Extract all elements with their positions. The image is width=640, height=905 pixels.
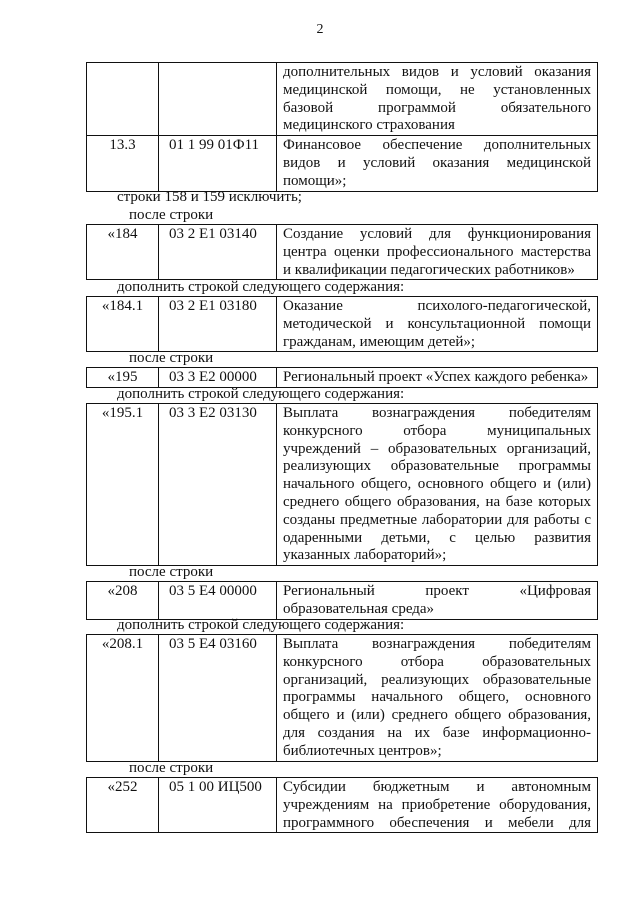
table-row xyxy=(87,635,597,761)
description-line: среднего общего образования, на базе которых xyxy=(283,493,591,510)
amendment-table xyxy=(86,777,598,833)
description-line: Оказание психолого-педагогической, xyxy=(283,298,591,314)
description-cell xyxy=(277,404,597,565)
code-cell: 03 5 Е4 03160 xyxy=(159,635,277,761)
description-line: начального общего, основного общего и (или) xyxy=(283,476,591,493)
description-cell xyxy=(277,297,597,351)
description-cell xyxy=(277,778,597,832)
description-line: Создание условий для функционирования xyxy=(283,226,591,242)
description-cell xyxy=(277,63,597,135)
description-cell xyxy=(277,582,597,619)
description-line: гражданам, имеющим детей»; xyxy=(283,333,476,350)
description-line: Выплата вознаграждения победителям xyxy=(283,636,591,652)
description-line: конкурсного отбора образовательных xyxy=(283,653,591,670)
row-number-cell: «184.1 xyxy=(87,297,159,351)
amendment-table xyxy=(86,224,598,280)
description-line: программы начального общего, основного xyxy=(283,689,591,706)
description-line: центра оценки профессионального мастерства xyxy=(283,243,591,260)
table-row xyxy=(87,63,597,135)
row-number-cell: «208.1 xyxy=(87,635,159,761)
description-line: программного обеспечения и мебели для xyxy=(283,814,591,831)
code-cell: 03 3 Е2 03130 xyxy=(159,404,277,565)
description-cell xyxy=(277,225,597,279)
row-number-cell: «195 xyxy=(87,368,159,387)
instruction-text: после строки xyxy=(129,760,214,776)
description-line: общего и (или) среднего общего образования, xyxy=(283,707,591,724)
description-line: учреждениям на приобретение оборудования, xyxy=(283,796,591,813)
row-number-cell: «208 xyxy=(87,582,159,619)
row-number-cell: 13.3 xyxy=(87,136,159,190)
code-cell: 05 1 00 ИЦ500 xyxy=(159,778,277,832)
page-number: 2 xyxy=(316,22,324,37)
amendment-table xyxy=(86,581,598,620)
code-cell: 03 2 Е1 03140 xyxy=(159,225,277,279)
table-row xyxy=(87,297,597,351)
description-line: библиотечных центров»; xyxy=(283,742,442,759)
instruction-text: после строки xyxy=(129,207,214,223)
instruction-text: строки 158 и 159 исключить; xyxy=(117,189,302,205)
code-cell: 01 1 99 01Ф11 xyxy=(159,136,277,190)
description-line: для создания на их базе информационно- xyxy=(283,724,591,741)
description-line: помощи»; xyxy=(283,172,347,189)
description-line: организаций, реализующих образовательные xyxy=(283,671,591,688)
amendment-table xyxy=(86,296,598,352)
row-number-cell: «195.1 xyxy=(87,404,159,565)
amendment-table xyxy=(86,62,598,192)
row-number-cell: «252 xyxy=(87,778,159,832)
row-number-cell: «184 xyxy=(87,225,159,279)
description-line: созданы предметные лаборатории для работы с xyxy=(283,511,591,528)
description-line: образовательная среда» xyxy=(283,600,435,617)
description-line: указанных лабораторий»; xyxy=(283,547,447,564)
description-line: медицинской помощи, не установленных xyxy=(283,81,591,98)
description-line: медицинского страхования xyxy=(283,117,455,134)
instruction-text: дополнить строкой следующего содержания: xyxy=(117,617,405,633)
description-line: видов и условий оказания медицинской xyxy=(283,154,591,171)
amendment-table xyxy=(86,403,598,566)
instruction-text: после строки xyxy=(129,350,214,366)
description-line: Региональный проект «Успех каждого ребенка» xyxy=(283,369,589,385)
instruction-text: дополнить строкой следующего содержания: xyxy=(117,279,405,295)
code-cell xyxy=(159,63,277,135)
description-line: Региональный проект «Цифровая xyxy=(283,583,591,599)
table-row xyxy=(87,404,597,565)
description-cell xyxy=(277,635,597,761)
table-row xyxy=(87,582,597,619)
description-line: учреждений – образовательных организаций, xyxy=(283,440,591,457)
amendment-table xyxy=(86,634,598,762)
table-row xyxy=(87,135,597,190)
description-line: базовой программой обязательного xyxy=(283,99,591,116)
description-line: методической и консультационной помощи xyxy=(283,315,591,332)
instruction-text: после строки xyxy=(129,564,214,580)
table-row xyxy=(87,225,597,279)
instruction-text: дополнить строкой следующего содержания: xyxy=(117,386,405,402)
description-line: реализующих образовательные программы xyxy=(283,458,591,475)
table-row xyxy=(87,778,597,832)
description-line: одаренными детьми, с целью развития xyxy=(283,529,591,546)
table-row xyxy=(87,368,597,387)
description-line: дополнительных видов и условий оказания xyxy=(283,64,591,80)
description-line: Выплата вознаграждения победителям xyxy=(283,405,591,421)
description-cell xyxy=(277,136,597,190)
description-line: Финансовое обеспечение дополнительных xyxy=(283,137,591,154)
description-cell xyxy=(277,368,597,387)
code-cell: 03 3 Е2 00000 xyxy=(159,368,277,387)
description-line: Субсидии бюджетным и автономным xyxy=(283,779,591,795)
row-number-cell xyxy=(87,63,159,135)
code-cell: 03 2 Е1 03180 xyxy=(159,297,277,351)
code-cell: 03 5 Е4 00000 xyxy=(159,582,277,619)
description-line: конкурсного отбора муниципальных xyxy=(283,422,591,439)
description-line: и квалификации педагогических работников» xyxy=(283,261,575,278)
amendment-table xyxy=(86,367,598,388)
